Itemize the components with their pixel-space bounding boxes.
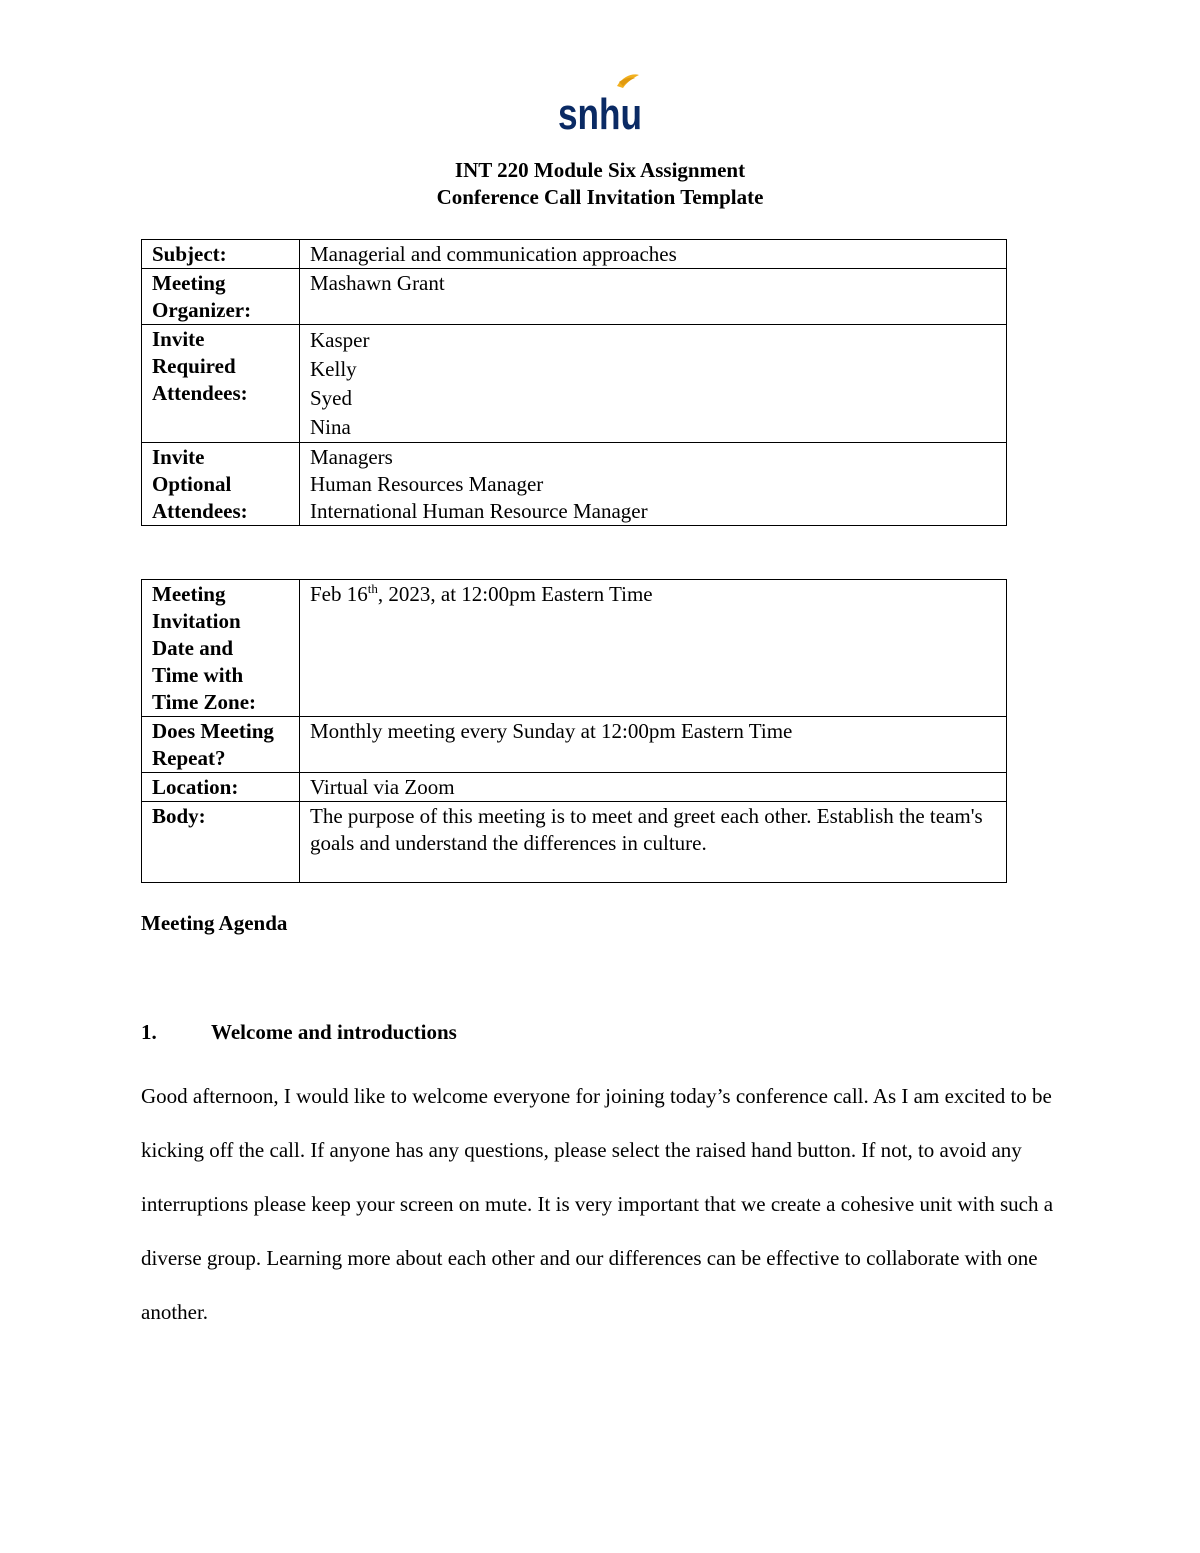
required-attendees-label: Invite Required Attendees:	[142, 325, 300, 443]
title-line-2: Conference Call Invitation Template	[436, 185, 764, 209]
subject-label: Subject:	[142, 240, 300, 269]
agenda-item	[141, 1020, 457, 1045]
optional-attendees-row	[142, 443, 1007, 526]
repeat-value: Monthly meeting every Sunday at 12:00pm Eastern Time	[300, 717, 1007, 773]
location-value: Virtual via Zoom	[300, 773, 1007, 802]
document-title	[0, 157, 1200, 211]
location-label: Location:	[142, 773, 300, 802]
welcome-paragraph: Good afternoon, I would like to welcome everyone for joining today’s conference call. As I am excited to be kicking off the call. If anyone has any questions, please select the raised hand button. If not, to avoid any interruptions please keep your screen on mute. It is very important that we create a cohesive unit with such a diverse group. Learning more about each other and our differences can be effective to collaborate with one another.	[141, 1084, 1054, 1324]
agenda-heading: Meeting Agenda	[141, 911, 288, 935]
agenda-item-number: 1.	[141, 1020, 157, 1044]
body-value: The purpose of this meeting is to meet and greet each other. Establish the team's goals and understand the differences in culture.	[300, 802, 1007, 883]
body-row	[142, 802, 1007, 883]
snhu-logo	[553, 72, 647, 139]
repeat-row	[142, 717, 1007, 773]
attendee-name: Syed	[310, 386, 352, 410]
attendee-name: Kasper	[310, 328, 370, 352]
body-label: Body:	[142, 802, 300, 883]
required-attendees-list	[300, 325, 1007, 443]
optional-attendees-list	[300, 443, 1007, 526]
datetime-value: Feb 16th, 2023, at 12:00pm Eastern Time	[300, 580, 1007, 717]
title-line-1: INT 220 Module Six Assignment	[454, 158, 746, 182]
attendee-name: Managers	[310, 445, 393, 469]
organizer-row	[142, 269, 1007, 325]
subject-row	[142, 240, 1007, 269]
required-attendees-row	[142, 325, 1007, 443]
optional-attendees-label: Invite Optional Attendees:	[142, 443, 300, 526]
organizer-label: Meeting Organizer:	[142, 269, 300, 325]
location-row	[142, 773, 1007, 802]
datetime-row	[142, 580, 1007, 717]
logo-text: snhu	[558, 90, 642, 139]
attendee-name: Kelly	[310, 357, 357, 381]
datetime-label: Meeting Invitation Date and Time with Time Zone:	[142, 580, 300, 717]
repeat-label: Does Meeting Repeat?	[142, 717, 300, 773]
organizer-value: Mashawn Grant	[300, 269, 1007, 325]
attendee-name: Human Resources Manager	[310, 472, 544, 496]
invitation-details-table	[141, 239, 1007, 526]
subject-value: Managerial and communication approaches	[300, 240, 1007, 269]
agenda-item-title: Welcome and introductions	[211, 1020, 457, 1044]
attendee-name: International Human Resource Manager	[310, 499, 648, 523]
meeting-details-table	[141, 579, 1007, 883]
attendee-name: Nina	[310, 415, 351, 439]
